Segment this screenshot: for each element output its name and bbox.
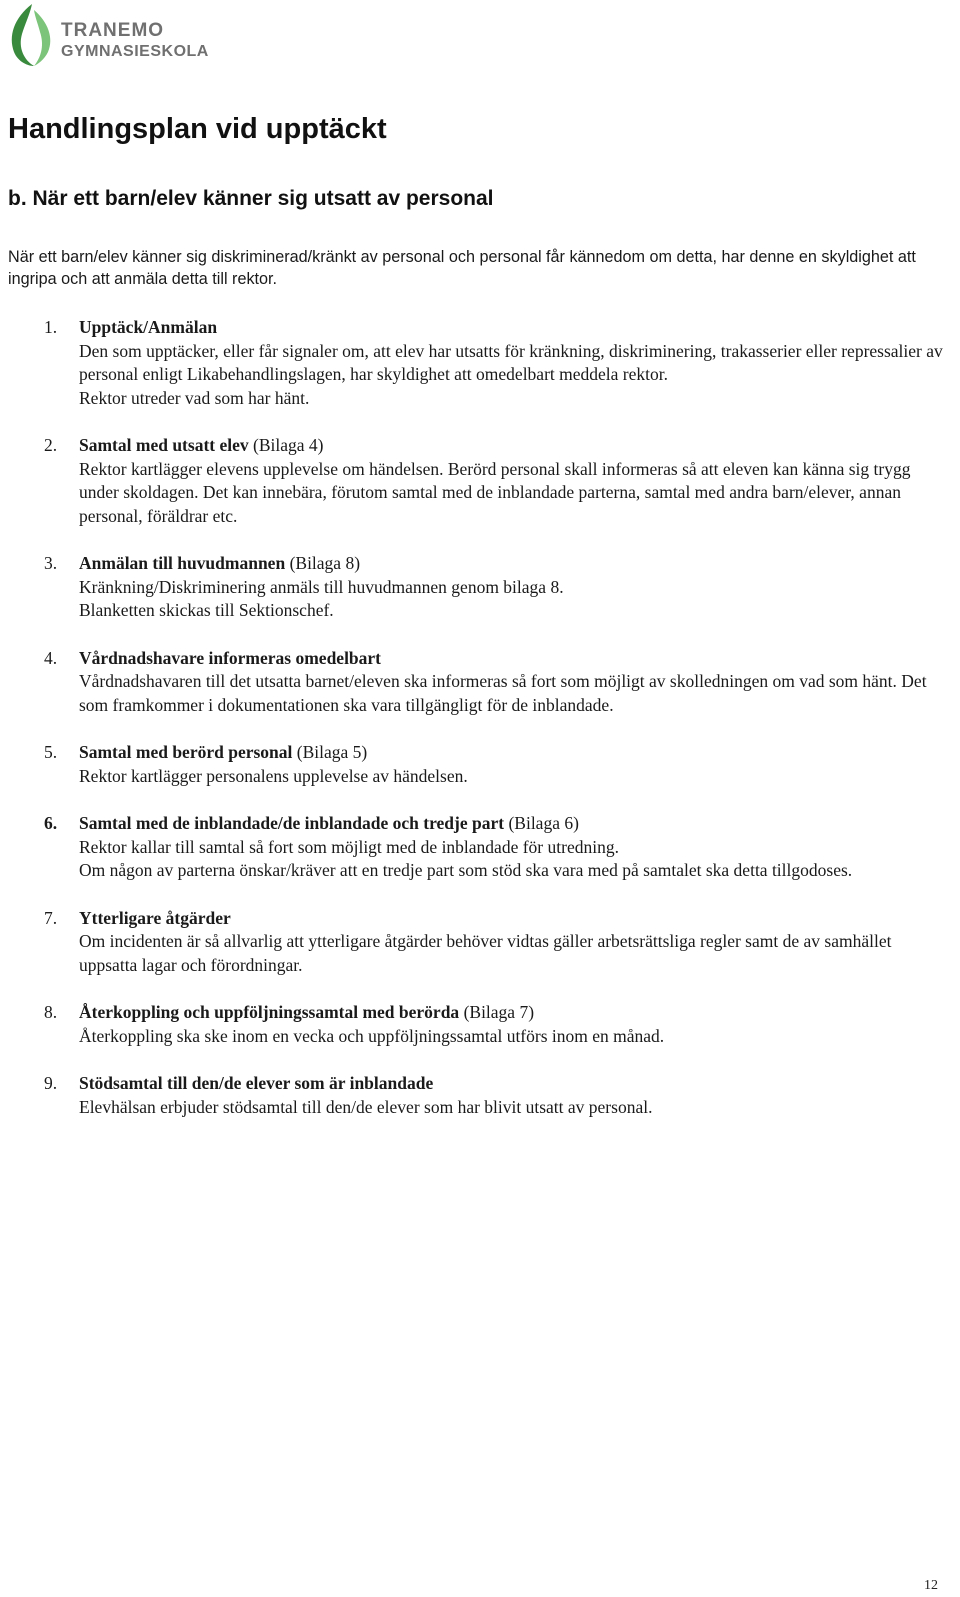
list-item bbox=[44, 434, 944, 528]
step-text: Den som upptäcker, eller får signaler om, att elev har utsatts för kränkning, diskriminering, trakasserier eller repressalier av personal enligt Likabehandlingslagen, har skyldighet att omedelbart meddela rektor. bbox=[79, 340, 943, 384]
list-item bbox=[44, 552, 944, 623]
step-heading-line bbox=[79, 434, 944, 458]
list-item bbox=[44, 1001, 944, 1048]
list-item bbox=[44, 1072, 944, 1119]
step-heading-line bbox=[79, 1001, 944, 1025]
page-title: Handlingsplan vid upptäckt bbox=[8, 113, 387, 145]
step-number: 4. bbox=[44, 647, 58, 668]
step-heading-line bbox=[79, 907, 944, 931]
step-text: Om någon av parterna önskar/kräver att en tredje part som stöd ska vara med på samtalet ska detta tillgodoses. bbox=[79, 860, 853, 880]
logo-text-gymnasieskola: GYMNASIESKOLA bbox=[61, 43, 209, 60]
step-heading-line bbox=[79, 741, 944, 765]
step-text: Vårdnadshavaren till det utsatta barnet/eleven ska informeras så fort som möjligt av skolledningen om vad som hänt. Det som framkommer i dokumentationen ska vara tillgängligt för de inblandade. bbox=[79, 671, 927, 715]
step-heading: Upptäck/Anmälan bbox=[79, 317, 218, 337]
step-heading-line bbox=[79, 647, 944, 671]
step-heading: Återkoppling och uppföljningssamtal med berörda bbox=[79, 1002, 460, 1022]
step-number: 3. bbox=[44, 553, 58, 573]
step-attachment-ref: (Bilaga 4) bbox=[248, 435, 324, 455]
step-number: 7. bbox=[44, 907, 58, 928]
list-item bbox=[44, 741, 944, 788]
step-text: Rektor kartlägger personalens upplevelse av händelsen. bbox=[79, 765, 468, 786]
step-number: 5. bbox=[44, 742, 58, 762]
step-text: Blanketten skickas till Sektionschef. bbox=[79, 600, 334, 620]
school-logo bbox=[4, 2, 209, 70]
step-text: Rektor kallar till samtal så fort som möjligt med de inblandade för utredning. bbox=[79, 836, 619, 857]
step-text: Rektor utreder vad som har hänt. bbox=[79, 387, 310, 408]
intro-paragraph: När ett barn/elev känner sig diskriminerad/kränkt av personal och personal får kännedom om detta, har denne en skyldighet att ingripa och att anmäla detta till rektor. bbox=[8, 248, 916, 288]
logo-text-tranemo: TRANEMO bbox=[61, 20, 165, 41]
step-text: Om incidenten är så allvarlig att ytterligare åtgärder behöver vidtas gäller arbetsrättsliga regler samt de av samhället uppsatta lagar och förordningar. bbox=[79, 931, 892, 975]
step-number: 9. bbox=[44, 1073, 58, 1093]
step-text: Återkoppling ska ske inom en vecka och uppföljningssamtal utförs inom en månad. bbox=[79, 1025, 665, 1046]
step-text: Kränkning/Diskriminering anmäls till huvudmannen genom bilaga 8. bbox=[79, 576, 564, 597]
step-attachment-ref: (Bilaga 6) bbox=[504, 813, 579, 833]
step-heading: Anmälan till huvudmannen bbox=[79, 553, 286, 573]
step-heading-line bbox=[79, 316, 944, 340]
step-heading: Samtal med de inblandade/de inblandade och tredje part bbox=[79, 813, 505, 833]
section-subtitle: b. När ett barn/elev känner sig utsatt av personal bbox=[8, 187, 494, 210]
steps-list bbox=[44, 316, 944, 1143]
list-item bbox=[44, 316, 944, 410]
step-heading: Stödsamtal till den/de elever som är inblandade bbox=[79, 1073, 434, 1093]
step-heading: Samtal med berörd personal bbox=[79, 742, 293, 762]
step-text: Rektor kartlägger elevens upplevelse om händelsen. Berörd personal skall informeras så att eleven kan känna sig trygg under skoldagen. Det kan innebära, förutom samtal med de inblandade parterna, samtal med andra barn/elever, annan personal, föräldrar etc. bbox=[79, 458, 911, 526]
list-item bbox=[44, 647, 944, 718]
step-heading: Ytterligare åtgärder bbox=[79, 907, 231, 928]
page-number: 12 bbox=[924, 1578, 938, 1593]
step-text: Elevhälsan erbjuder stödsamtal till den/de elever som har blivit utsatt av personal. bbox=[79, 1096, 653, 1117]
step-attachment-ref: (Bilaga 8) bbox=[285, 553, 361, 573]
step-heading-line bbox=[79, 552, 944, 576]
step-heading: Vårdnadshavare informeras omedelbart bbox=[79, 647, 382, 668]
step-number: 1. bbox=[44, 317, 58, 337]
leaf-flame-icon bbox=[4, 2, 60, 68]
step-attachment-ref: (Bilaga 7) bbox=[459, 1002, 535, 1022]
step-heading-line bbox=[79, 812, 944, 836]
list-item bbox=[44, 907, 944, 978]
step-number: 2. bbox=[44, 435, 58, 455]
step-heading-line bbox=[79, 1072, 944, 1096]
list-item bbox=[44, 812, 944, 883]
step-number: 8. bbox=[44, 1002, 58, 1022]
step-number: 6. bbox=[44, 813, 58, 833]
step-attachment-ref: (Bilaga 5) bbox=[292, 742, 368, 762]
step-heading: Samtal med utsatt elev bbox=[79, 435, 249, 455]
